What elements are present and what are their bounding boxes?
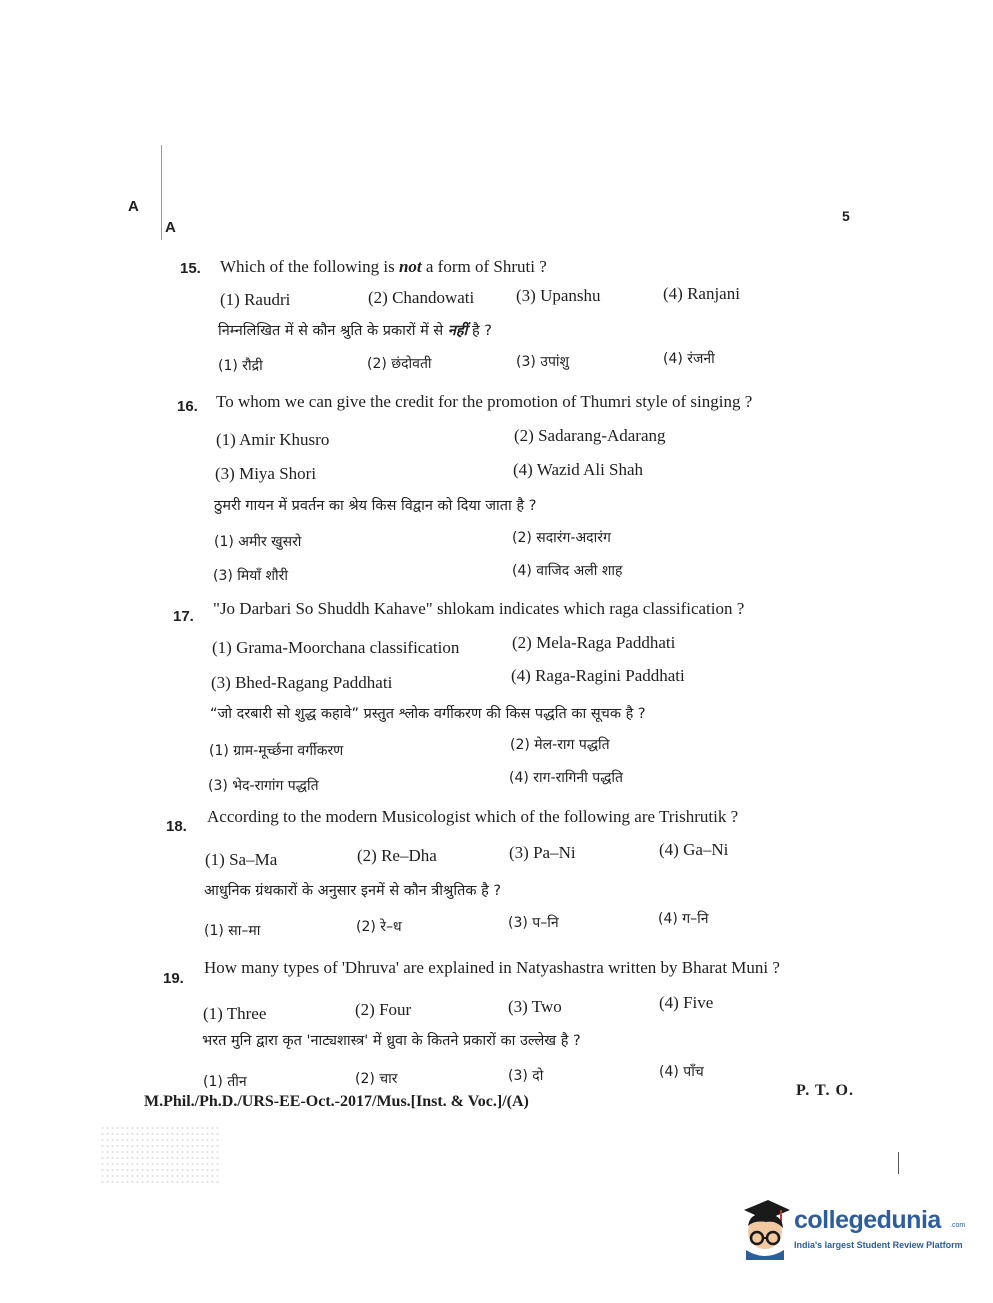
mascot-icon xyxy=(736,1196,794,1260)
option-en: (3) Bhed-Ragang Paddhati xyxy=(211,673,393,692)
option-en: (1) Three xyxy=(203,1004,267,1023)
emphasis-not: not xyxy=(398,257,422,276)
option-en: (4) Ranjani xyxy=(663,284,740,303)
option-en: (2) Mela-Raga Paddhati xyxy=(512,633,676,652)
pto-label: P. T. O. xyxy=(796,1082,854,1099)
question-text-hi: ठुमरी गायन में प्रवर्तन का श्रेय किस विद्वान को दिया जाता है ? xyxy=(214,498,537,514)
question-text-part: निम्नलिखित में से कौन श्रुति के प्रकारों में से xyxy=(218,323,448,339)
option-hi: (4) राग-रागिनी पद्धति xyxy=(509,770,624,786)
question-number: 16. xyxy=(177,398,198,415)
question-text-hi: भरत मुनि द्वारा कृत 'नाट्यशास्त्र' में ध्रुवा के कितने प्रकारों का उल्लेख है ? xyxy=(202,1033,581,1049)
side-letter-outer: A xyxy=(128,198,139,215)
question-text-hi: आधुनिक ग्रंथकारों के अनुसार इनमें से कौन त्रीश्रुतिक है ? xyxy=(204,883,502,899)
left-margin-line xyxy=(161,145,162,240)
question-text-part: Which of the following is xyxy=(220,257,399,276)
option-en: (4) Ga–Ni xyxy=(659,840,729,859)
question-number: 15. xyxy=(180,260,201,277)
question-text-en: "Jo Darbari So Shuddh Kahave" shlokam indicates which raga classification ? xyxy=(213,599,745,618)
option-hi: (1) सा–मा xyxy=(204,923,261,939)
page-number: 5 xyxy=(842,208,850,224)
exam-code-footer: M.Phil./Ph.D./URS-EE-Oct.-2017/Mus.[Inst. & Voc.]/(A) xyxy=(144,1093,529,1110)
option-hi: (2) रे–ध xyxy=(356,919,402,935)
option-en: (4) Raga-Ragini Paddhati xyxy=(511,666,685,685)
option-hi: (4) वाजिद अली शाह xyxy=(512,563,623,579)
option-en: (4) Five xyxy=(659,993,714,1012)
option-en: (1) Amir Khusro xyxy=(216,430,330,449)
option-hi: (3) मियाँ शौरी xyxy=(213,568,288,584)
option-hi: (2) मेल-राग पद्धति xyxy=(510,737,610,753)
option-hi: (1) तीन xyxy=(203,1074,247,1090)
option-en: (1) Grama-Moorchana classification xyxy=(212,638,460,657)
side-letter-inner: A xyxy=(165,219,176,236)
brand-tagline: India's largest Student Review Platform xyxy=(794,1240,963,1250)
option-en: (1) Raudri xyxy=(220,290,291,309)
option-en: (3) Upanshu xyxy=(516,286,601,305)
question-number: 19. xyxy=(163,970,184,987)
option-hi: (1) अमीर खुसरो xyxy=(214,534,302,550)
question-number: 18. xyxy=(166,818,187,835)
collegedunia-watermark xyxy=(736,1196,966,1266)
option-en: (3) Two xyxy=(508,997,562,1016)
option-hi: (3) भेद-रागांग पद्धति xyxy=(208,778,319,794)
option-en: (2) Four xyxy=(355,1000,412,1019)
option-hi: (4) रंजनी xyxy=(663,351,715,367)
option-hi: (3) प–नि xyxy=(508,915,559,931)
question-text-hi: “जो दरबारी सो शुद्ध कहावे” प्रस्तुत श्लोक वर्गीकरण की किस पद्धति का सूचक है ? xyxy=(210,706,646,722)
option-en: (1) Sa–Ma xyxy=(205,850,278,869)
question-text-part: a form of Shruti ? xyxy=(421,257,547,276)
right-margin-line xyxy=(898,1152,899,1174)
question-text-en xyxy=(220,257,547,277)
question-text-part: है ? xyxy=(467,323,492,339)
question-text-en: To whom we can give the credit for the promotion of Thumri style of singing ? xyxy=(216,392,753,411)
option-hi: (3) उपांशु xyxy=(516,354,570,370)
question-number: 17. xyxy=(173,608,194,625)
option-en: (2) Chandowati xyxy=(368,288,475,307)
option-hi: (2) चार xyxy=(355,1071,398,1087)
scan-noise xyxy=(100,1125,220,1185)
option-en: (3) Miya Shori xyxy=(215,464,317,483)
option-en: (2) Re–Dha xyxy=(357,846,437,865)
option-hi: (1) रौद्री xyxy=(218,358,263,374)
question-text-en: How many types of 'Dhruva' are explained in Natyashastra written by Bharat Muni ? xyxy=(204,958,780,977)
option-hi: (1) ग्राम-मूर्च्छना वर्गीकरण xyxy=(209,743,344,759)
question-text-hi xyxy=(218,320,492,340)
option-hi: (3) दो xyxy=(508,1068,544,1084)
brand-name: collegedunia xyxy=(794,1206,941,1234)
option-en: (2) Sadarang-Adarang xyxy=(514,426,666,445)
question-text-en: According to the modern Musicologist which of the following are Trishrutik ? xyxy=(207,807,739,826)
option-hi: (4) पाँच xyxy=(659,1064,704,1080)
option-hi: (4) ग–नि xyxy=(658,911,709,927)
option-en: (3) Pa–Ni xyxy=(509,843,576,862)
brand-domain: .com xyxy=(950,1222,966,1229)
option-en: (4) Wazid Ali Shah xyxy=(513,460,644,479)
emphasis-nahin: नहीं xyxy=(447,323,468,339)
option-hi: (2) सदारंग-अदारंग xyxy=(512,530,611,546)
option-hi: (2) छंदोवती xyxy=(367,356,432,372)
